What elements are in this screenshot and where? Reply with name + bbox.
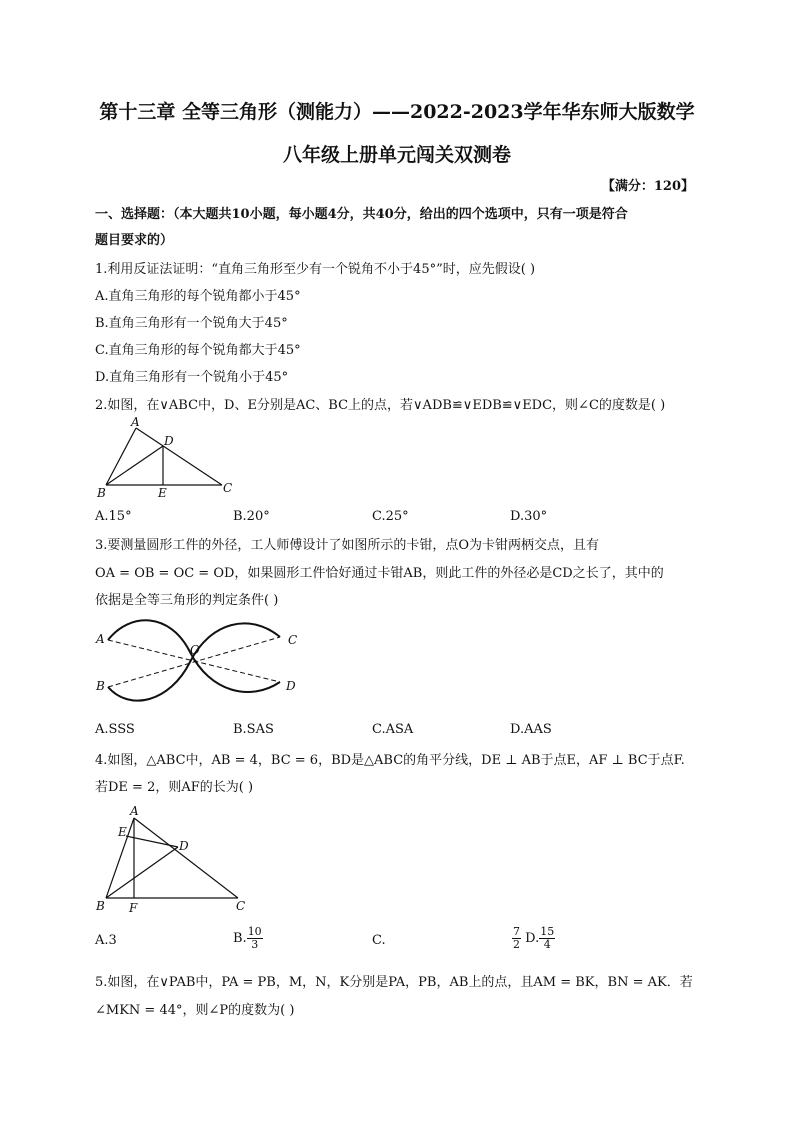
q4-option-b-fraction [247,926,263,951]
q4-option-b [233,926,263,951]
q3-option-a: A.SSS [95,722,135,737]
q3-label-a: A [96,632,105,646]
q2-label-d: D [164,434,174,448]
q1-option-d: D.直角三角形有一个锐角小于45° [95,370,289,385]
q4-triangle-figure [92,800,252,915]
q3-caliper-figure [90,612,310,707]
q4-option-d-prefix: D. [525,931,540,946]
q2-option-a: A.15° [95,509,132,524]
q2-option-b: B.20° [233,509,270,524]
q4-option-b-denominator: 3 [251,938,259,951]
q3-label-o: O [190,643,200,657]
q4-option-c: C. [372,933,386,948]
section-heading-cont: 题目要求的） [95,233,174,248]
q3-label-d: D [286,679,296,693]
q4-label-b: B [96,899,105,913]
q2-label-e: E [158,486,167,500]
q1-option-c: C.直角三角形的每个锐角都大于45° [95,343,301,358]
q2-label-a: A [131,415,140,429]
q4-option-c-numerator: 7 [513,925,520,938]
q3-stem-line3: 依据是全等三角形的判定条件( ) [95,593,279,608]
full-score: 【满分：120】 [601,179,694,194]
q4-option-a: A.3 [95,933,117,948]
q1-option-a: A.直角三角形的每个锐角都小于45° [95,289,301,304]
q2-option-d: D.30° [510,509,548,524]
q4-option-d-fraction [539,926,555,951]
q4-stem-line1: 4.如图，△ABC中，AB = 4，BC = 6，BD是△ABC的角平分线，DE ⊥ AB于点E，AF ⊥ BC于点F. [95,753,685,768]
q1-stem: 1.利用反证法证明：“直角三角形至少有一个锐角不小于45°”时，应先假设( ) [95,262,536,277]
q2-label-b: B [97,486,106,500]
q4-option-b-prefix: B. [233,931,247,946]
q4-label-e: E [118,825,127,839]
q4-label-f: F [129,901,138,915]
q3-label-c: C [288,633,298,647]
q2-option-c: C.25° [372,509,409,524]
q3-stem-line2: OA = OB = OC = OD，如果圆形工件恰好通过卡钳AB，则此工件的外径必是CD之长了，其中的 [95,566,664,581]
q4-option-c-denominator: 2 [513,938,520,951]
q4-label-a: A [130,804,139,818]
q1-option-b: B.直角三角形有一个锐角大于45° [95,316,288,331]
q2-label-c: C [223,481,233,495]
q3-label-b: B [96,679,105,693]
q4-option-d-denominator: 4 [543,938,551,951]
q4-label-d: D [179,839,189,853]
q4-stem-line2: 若DE = 2，则AF的长为( ) [95,780,254,795]
q4-label-c: C [236,899,246,913]
q4-option-d-numerator: 15 [540,925,555,938]
q5-stem-line2: ∠MKN = 44°，则∠P的度数为( ) [95,1003,295,1018]
q3-option-d: D.AAS [510,722,552,737]
page-title-line1: 第十三章 全等三角形（测能力）——2022-2023学年华东师大版数学 [99,101,695,123]
q4-option-c-fraction [512,926,521,951]
q4-option-b-numerator: 10 [247,925,262,938]
q3-option-c: C.ASA [372,722,414,737]
q2-stem: 2.如图，在∨ABC中，D、E分别是AC、BC上的点，若∨ADB≌∨EDB≌∨EDC，则∠C的度数是( ) [95,398,666,413]
q5-stem-line1: 5.如图，在∨PAB中，PA = PB，M，N，K分别是PA，PB，AB上的点，且AM = BK，BN = AK．若 [95,975,693,990]
q2-triangle-figure [92,415,242,500]
q3-stem-line1: 3.要测量圆形工件的外径，工人师傅设计了如图所示的卡钳，点O为卡钳两柄交点，且有 [95,538,600,553]
q3-option-b: B.SAS [233,722,274,737]
section-heading: 一、选择题：（本大题共10小题，每小题4分，共40分，给出的四个选项中，只有一项是符合 [95,207,628,222]
q4-option-cd-row [512,926,555,951]
page-title-line2: 八年级上册单元闯关双测卷 [282,144,511,166]
